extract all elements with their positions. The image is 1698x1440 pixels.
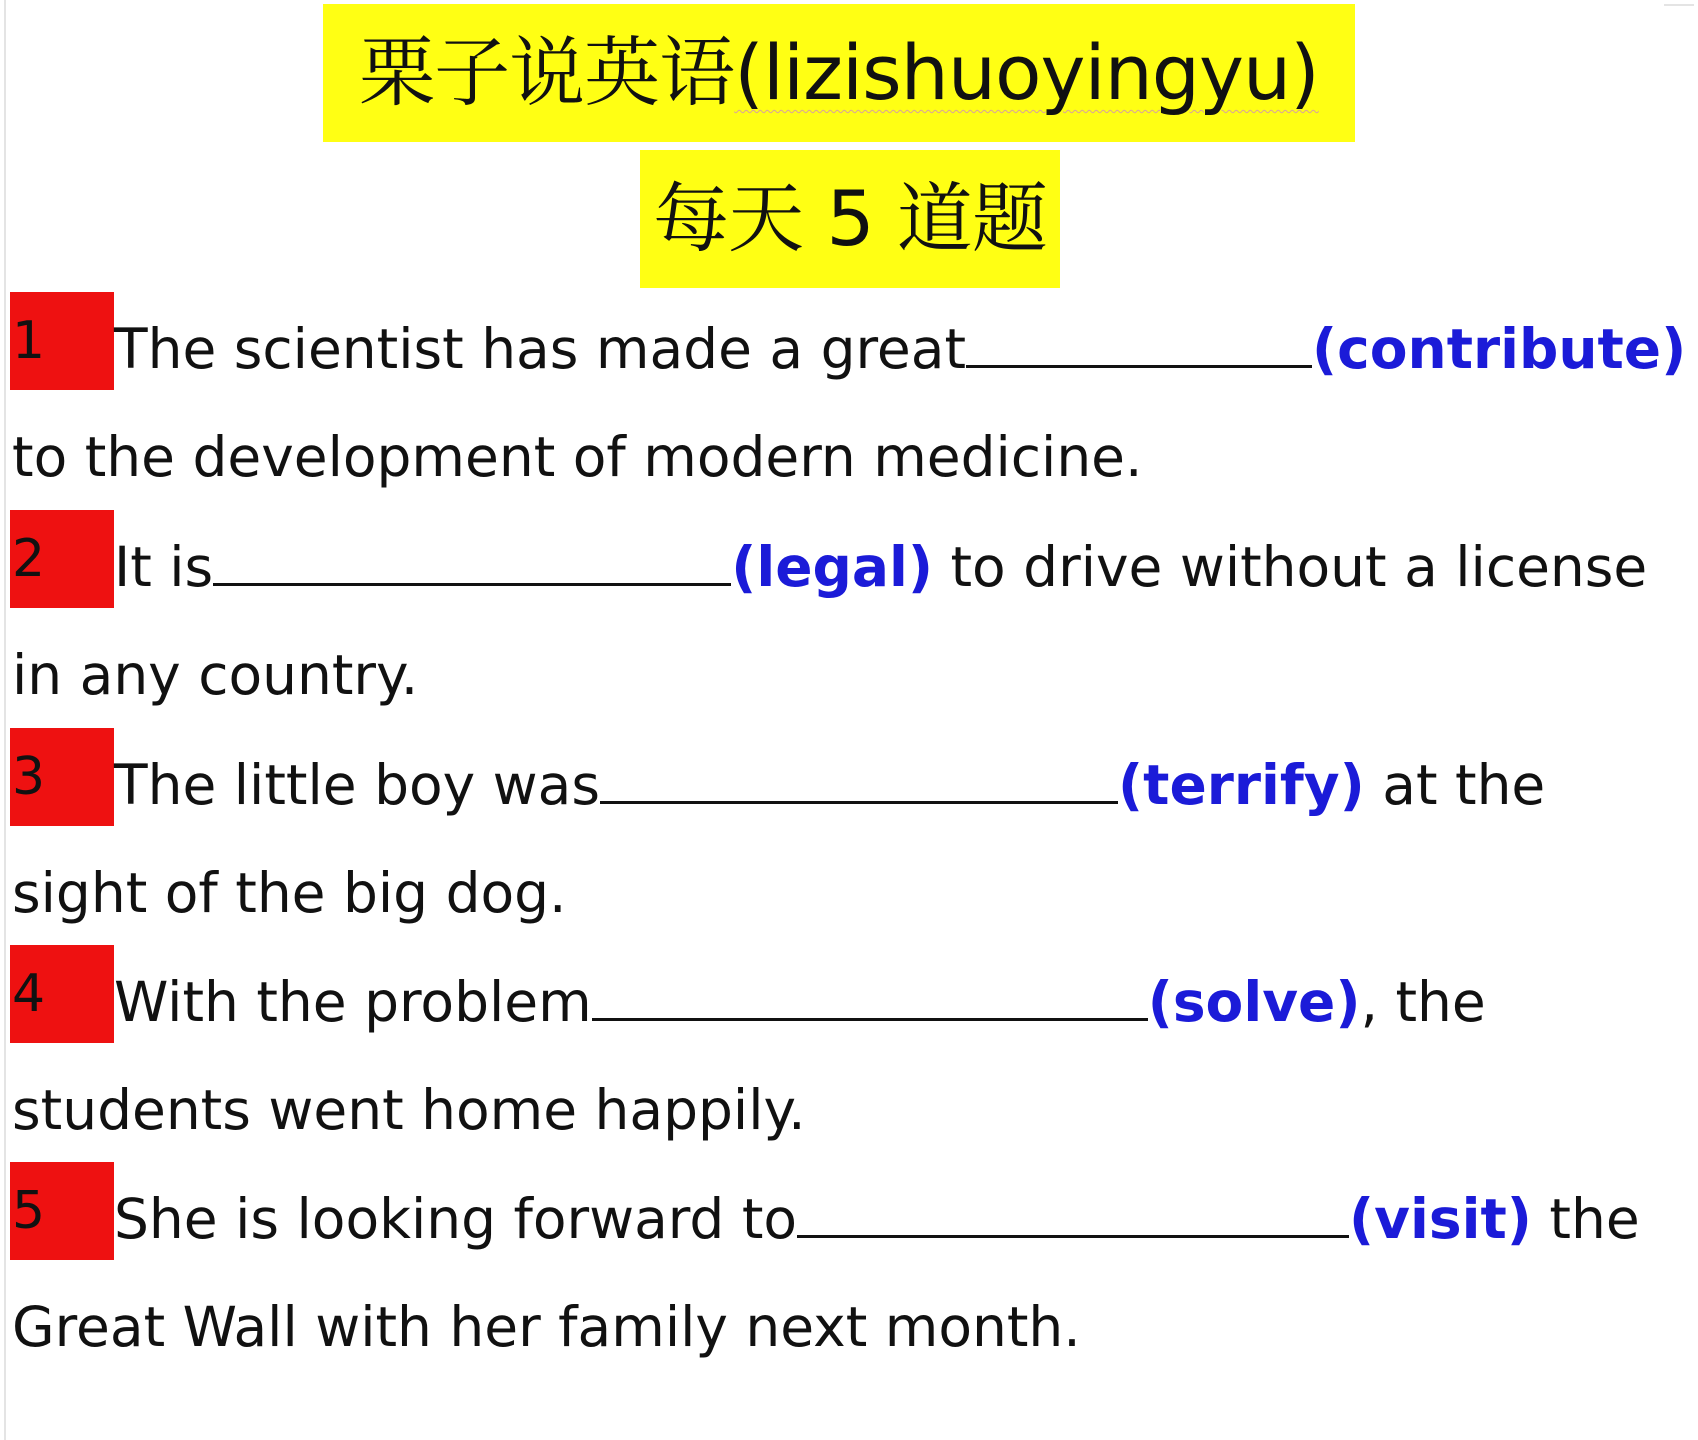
question-4-hint: (solve) [1147, 970, 1361, 1034]
question-1-continuation: to the development of modern medicine. [12, 425, 1143, 489]
answer-blank-1[interactable] [966, 323, 1312, 368]
title-highlight-2: 每天 5 道题 [640, 150, 1060, 288]
question-2-hint: (legal) [731, 535, 933, 599]
question-3-text: The little boy was [114, 753, 601, 817]
question-1-hint: (contribute) [1312, 317, 1687, 381]
answer-blank-4[interactable] [592, 976, 1148, 1021]
question-5-after: the [1531, 1187, 1640, 1251]
question-number-badge: 3 [10, 728, 114, 826]
question-5-line [114, 1186, 1640, 1252]
answer-blank-2[interactable] [213, 541, 731, 586]
question-number-badge: 4 [10, 945, 114, 1043]
question-3-after: at the [1364, 753, 1546, 817]
question-4-after: , the [1360, 970, 1486, 1034]
title-chinese: 栗子说英语 [359, 28, 735, 117]
question-2-continuation: in any country. [12, 643, 419, 707]
question-3-line [114, 752, 1545, 818]
question-5-text: She is looking forward to [114, 1187, 798, 1251]
answer-blank-3[interactable] [600, 759, 1118, 804]
question-2-after: to drive without a license [932, 535, 1648, 599]
title-line-2 [0, 150, 1698, 288]
question-1-text: The scientist has made a great [114, 317, 967, 381]
question-number-badge: 5 [10, 1162, 114, 1260]
question-5-continuation: Great Wall with her family next month. [12, 1295, 1081, 1359]
question-2-text: It is [114, 535, 214, 599]
answer-blank-5[interactable] [797, 1193, 1349, 1238]
question-number-badge: 2 [10, 510, 114, 608]
question-4-line [114, 969, 1486, 1035]
question-3-hint: (terrify) [1118, 753, 1365, 817]
question-1-line [114, 316, 1686, 382]
title-highlight-1 [323, 4, 1355, 142]
question-3-continuation: sight of the big dog. [12, 861, 567, 925]
question-4-continuation: students went home happily. [12, 1078, 806, 1142]
title-line-1 [0, 4, 1698, 142]
question-4-text: With the problem [114, 970, 592, 1034]
title-pinyin: (lizishuoyingyu) [734, 28, 1319, 117]
question-5-hint: (visit) [1349, 1187, 1532, 1251]
question-number-badge: 1 [10, 292, 114, 390]
question-2-line [114, 534, 1647, 600]
